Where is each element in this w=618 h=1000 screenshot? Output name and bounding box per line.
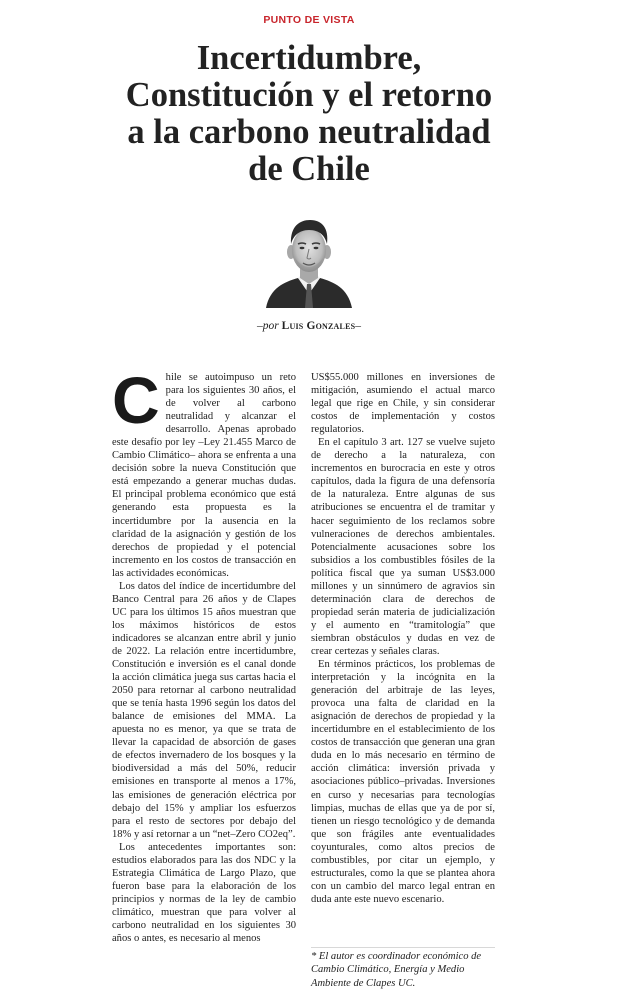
article-headline [40, 40, 578, 188]
article-column-left [112, 363, 296, 945]
section-label: PUNTO DE VISTA [263, 14, 355, 26]
article-paragraph: En el capítulo 3 art. 127 se vuelve sujeto de derecho a la naturaleza, con incrementos en burocracia en este y otros capítulos, dada la figura de una defensoría de la naturaleza. Entre algunas de sus atribuciones se encuentra el de tramitar y hacer seguimiento de los reclamos sobre vulneraciones de derechos ambientales. Potencialmente acusaciones sobre los subsidios a los combustibles fósiles de la política fiscal que ya suman US$3.000 millones y un sinnúmero de agravios sin determinación clara de derechos de propiedad serán materia de judicialización y el aumento en “tramitología” que siembran obstáculos y dudas en vez de crear certezas y señales claras. [311, 437, 495, 657]
author-portrait [262, 214, 356, 308]
byline-by: por [262, 320, 279, 332]
article-paragraph: Los datos del índice de incertidumbre del Banco Central para 26 años y de Clapes UC para los últimos 15 años muestran que los máximos históricos de estos indicadores se alcanzan entre abril y junio de 2022. La relación entre incertidumbre, Constitución e inversión es el canal donde la acción climática juega sus cartas hacia el 2050 para retornar al carbono neutralidad que se tenía hasta 1996 según los datos del balance de emisiones del MMA. La apuesta no es menor, ya que se trata de llevar la capacidad de absorción de gases de efectos invernadero de los bosques y la biodiversidad a más del 50%, reducir emisiones en transporte al menos a 17%, las emisiones de generación eléctrica por debajo del 15% y ampliar los esfuerzos para el resto de sectores por debajo del 18% y así retornar a un “net–Zero CO2eq”. [112, 580, 296, 840]
headline-line: Constitución y el retorno [125, 76, 493, 114]
author-name: Luis Gonzales [281, 320, 356, 332]
paragraph-text: hile se autoimpuso un reto para los siguientes 30 años, el de volver al carbono neutralidad y alcanzar el desarrollo. Apenas aprobado este desafío por ley –Ley 21.455 Marco de Cambio Climático– ahora se enfrenta a una decisión sobre la nueva Constitución que está empezando a generar muchas dudas. El principal problema económico que está generando esta propuesta es la incertidumbre por la ausencia en la claridad de la asignación y gestión de los derechos de propiedad y el potencial incremento en los costos de transacción en las actividades económicas. [112, 372, 296, 579]
drop-cap: C [112, 363, 160, 437]
article-column-right [311, 371, 495, 991]
byline [0, 320, 618, 332]
headline-line: de Chile [248, 150, 370, 188]
byline-dash: – [355, 320, 362, 332]
headline-line: a la carbono neutralidad [127, 113, 491, 151]
article-paragraph: Los antecedentes importantes son: estudios elaborados para las dos NDC y la Estrategia Climática de Largo Plazo, que fueron base para la elaboración de los principios y normas de la ley de cambio climático, muestran que para volver al carbono neutralidad en los siguientes 30 años o antes, es necesario al menos [112, 841, 296, 945]
article-paragraph [112, 363, 296, 580]
article-paragraph: En términos prácticos, los problemas de interpretación y la incógnita en la generación del arbitraje de las leyes, provoca una falta de claridad en la asignación de derechos de propiedad y la incertidumbre en el establecimiento de los costos de transacción que generan una gran duda en lo más necesario en término de acción climática: inversión privada y asociaciones público–privadas. Inversiones en curso y necesarias para tecnologías limpias, muchas de ellas que ya de por sí, tienen un riesgo tecnológico y de demanda que son frágiles ante eventualidades coyunturales, como altos precios de combustibles, por citar un ejemplo, y estructurales, como la que se plantea ahora con un cambio del marco legal entran en duda ante este nuevo escenario. [311, 659, 495, 905]
headline-line: Incertidumbre, [196, 39, 422, 77]
article-paragraph: US$55.000 millones en inversiones de mitigación, asumiendo el actual marco legal que rige en Chile, y sin considerar costos de implementación y costos regulatorios. [311, 372, 495, 436]
author-footnote: * El autor es coordinador económico de Cambio Climático, Energía y Medio Ambiente de Clapes UC. [311, 947, 495, 990]
byline-dash: – [256, 320, 263, 332]
